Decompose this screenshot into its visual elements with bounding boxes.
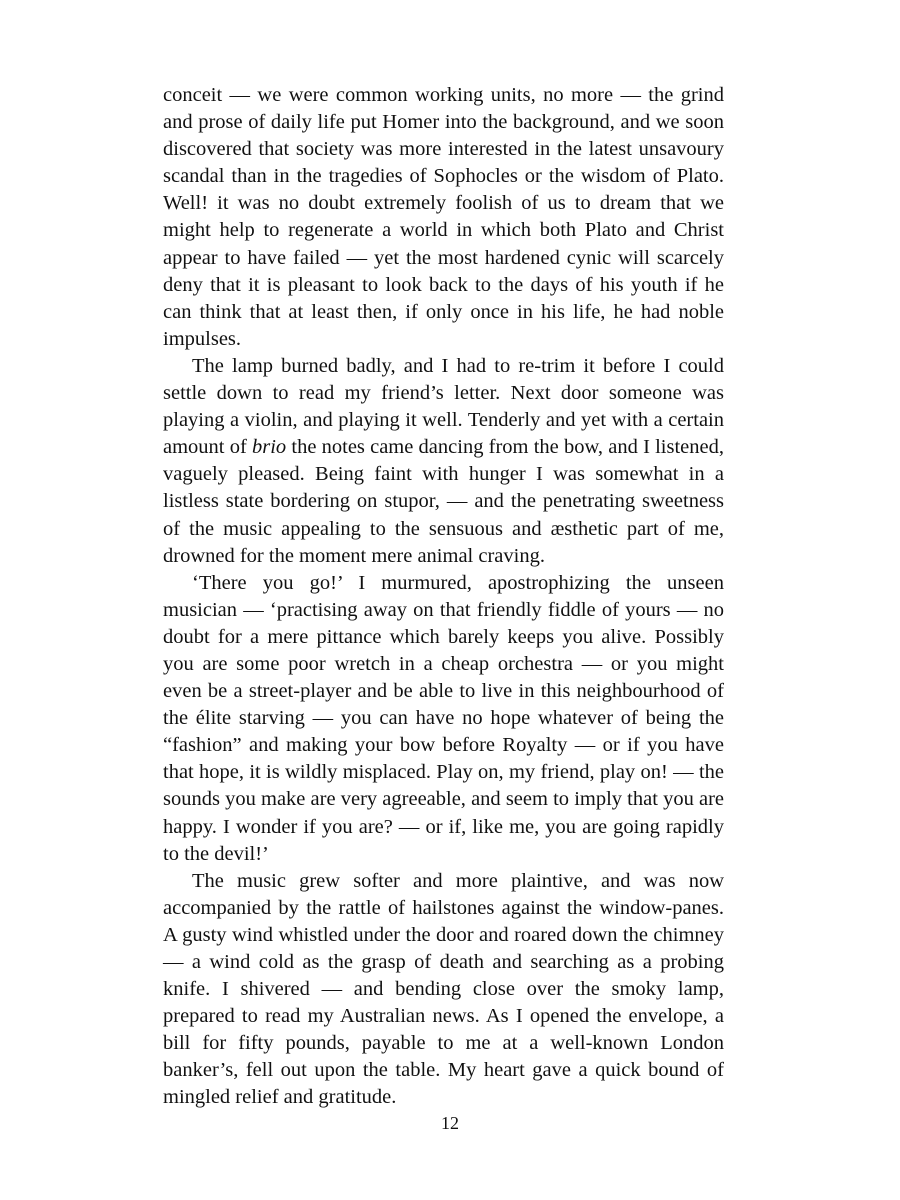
paragraph-2 xyxy=(163,353,724,570)
paragraph-1 xyxy=(163,82,724,353)
paragraph-3 xyxy=(163,570,724,868)
page-number: 12 xyxy=(441,1113,459,1133)
paragraph-4-run-1: The music grew softer and more plaintive, and was now accompanied by the rattle of hailstones against the window-panes. A gusty wind whistled under the door and roared down the chimney — a wind cold as the grasp of death and searching as a probing knife. I shivered — and bending close over the smoky lamp, prepared to read my Australian news. As I opened the envelope, a bill for fifty pounds, payable to me at a well-known London banker’s, fell out upon the table. My heart gave a quick bound of mingled relief and gratitude. xyxy=(163,869,724,1109)
paragraph-4 xyxy=(163,868,724,1112)
paragraph-1-run-1: conceit — we were common working units, no more — the grind and prose of daily life put Homer into the background, and we soon discovered that society was more interested in the latest unsavoury scandal than in the tragedies of Sophocles or the wisdom of Plato. Well! it was no doubt extremely foolish of us to dream that we might help to regenerate a world in which both Plato and Christ appear to have failed — yet the most hardened cynic will scarcely deny that it is pleasant to look back to the days of his youth if he can think that at least then, if only once in his life, he had noble impulses. xyxy=(163,84,724,350)
paragraph-2-run-3: the notes came dancing from the bow, and I listened, vaguely pleased. Being faint with hunger I was somewhat in a listless state bordering on stupor, — and the penetrating sweetness of the music appealing to the sensuous and æsthetic part of me, drowned for the moment mere animal craving. xyxy=(163,436,724,567)
italic-word-brio: brio xyxy=(251,436,287,459)
paragraph-2-run-1: The lamp burned badly, and I had to re-trim it before I could settle down to read my friend’s letter. Next door someone was playing a violin, and playing it well. Tenderly and yet with a certain amount of xyxy=(163,354,724,459)
body-text xyxy=(163,82,724,1112)
paragraph-3-run-1: ‘There you go!’ I murmured, apostrophizing the unseen musician — ‘practising away on that friendly fiddle of yours — no doubt for a mere pittance which barely keeps you alive. Possibly you are some poor wretch in a cheap orchestra — or you might even be a street-player and be able to live in this neighbourhood of the élite starving — you can have no hope whatever of being the “fashion” and making your bow before Royalty — or if you have that hope, it is wildly misplaced. Play on, my friend, play on! — the sounds you make are very agreeable, and seem to imply that you are happy. I wonder if you are? — or if, like me, you are going rapidly to the devil!’ xyxy=(163,571,724,865)
